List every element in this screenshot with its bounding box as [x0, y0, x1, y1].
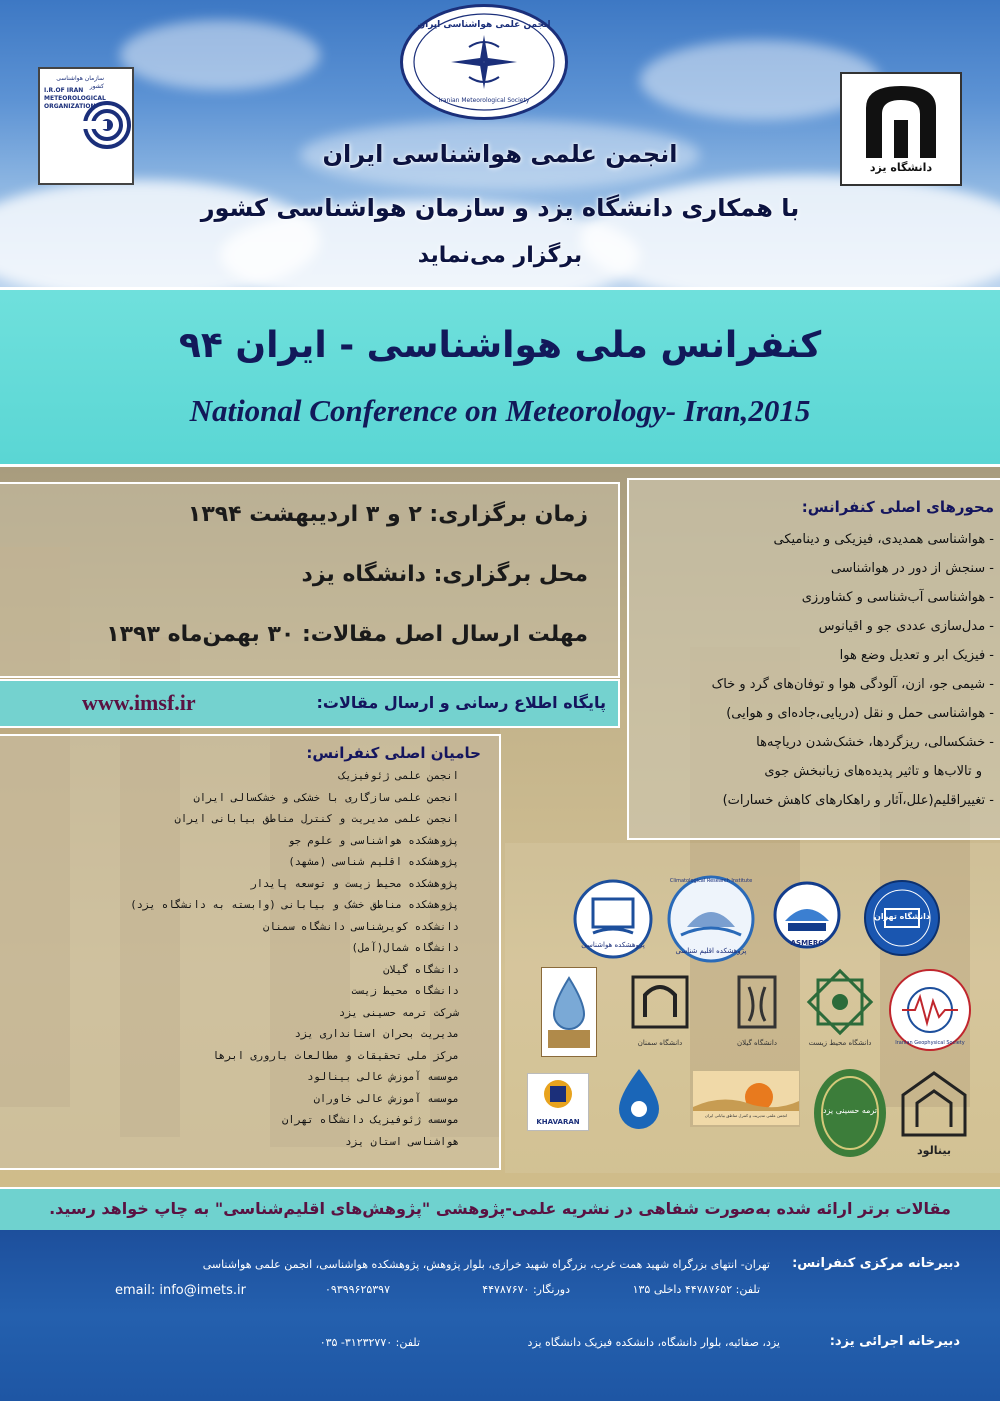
semnan-university-text: دانشگاه سمنان: [637, 1039, 683, 1047]
climatological-institute-logo: [665, 873, 757, 965]
water-drop-icon: [542, 968, 596, 1056]
sponsor-item: دانشکده کویرشناسی دانشگاه سمنان: [263, 921, 459, 933]
sponsor-item: پژوهشکده محیط زیست و توسعه پایدار: [250, 878, 459, 890]
header-line-3: برگزار می‌نماید: [417, 243, 583, 268]
topic-item: - هواشناسی همدیدی، فیزیکی و دینامیکی: [773, 532, 994, 547]
conference-title-band: [0, 287, 1000, 467]
website-band: [0, 679, 620, 728]
imo-logo-text-en: I.R.OF IRAN METEOROLOGICAL ORGANIZATION: [44, 87, 106, 110]
conference-title-fa: کنفرانس ملی هواشناسی - ایران ۹۴: [178, 325, 822, 366]
topic-item: - مدل‌سازی عددی جو و اقیانوس: [818, 619, 994, 634]
header-banner: [0, 0, 1000, 287]
gilan-university-logo: [719, 967, 795, 1051]
semnan-university-icon: [623, 967, 697, 1037]
climatological-institute-text-en: Climatological Research Institute: [669, 878, 753, 884]
sponsor-item: دانشگاه گیلان: [383, 964, 459, 976]
conference-venue: محل برگزاری: دانشگاه یزد: [301, 562, 588, 587]
topics-title: محورهای اصلی کنفرانس:: [801, 498, 994, 516]
website-label: پایگاه اطلاع رسانی و ارسال مقالات:: [316, 693, 606, 712]
ims-logo: [400, 4, 568, 120]
conference-title-en: National Conference on Meteorology- Iran,2015: [189, 393, 811, 428]
khavaran-icon: [528, 1074, 588, 1116]
ims-logo-text-en: Iranian Meteorological Society: [438, 97, 530, 104]
executive-secretariat-address: یزد، صفائیه، بلوار دانشگاه، دانشکده فیزیک دانشگاه یزد: [527, 1336, 780, 1349]
tehran-university-text: دانشگاه تهران: [874, 912, 930, 921]
sponsor-item: موسسه آموزش عالی بینالود: [307, 1071, 459, 1083]
sponsor-item: پژوهشکده مناطق خشک و بیابانی (وابسته به دانشگاه یزد): [130, 899, 459, 911]
topic-item: و تالاب‌ها و تاثیر پدیده‌های زیانبخش جوی: [764, 764, 982, 779]
khavaran-logo: [527, 1073, 589, 1131]
topic-item: - فیزیک ابر و تعدیل وضع هوا: [839, 648, 994, 663]
termeh-text: ترمه حسینی یزد: [822, 1106, 878, 1115]
sponsors-box: [0, 734, 501, 1170]
environment-university-icon: [805, 967, 875, 1037]
yazd-logo-text: دانشگاه یزد: [869, 161, 933, 174]
desert-society-logo: [693, 1071, 799, 1125]
central-phone: تلفن: ۴۴۷۸۷۶۵۲ داخلی ۱۳۵: [632, 1283, 760, 1296]
sponsor-item: هواشناسی استان یزد: [345, 1136, 459, 1148]
imo-logo-text-fa: سازمان هواشناسی کشور: [56, 75, 104, 90]
sponsor-item: موسسه آموزش عالی خاوران: [313, 1093, 459, 1105]
central-secretariat-label: دبیرخانه مرکزی کنفرانس:: [792, 1256, 960, 1271]
yazd-university-logo: [840, 72, 962, 186]
climatological-institute-text: پژوهشکده اقلیم شناسی: [675, 947, 747, 955]
environment-university-logo: [805, 967, 875, 1051]
asmerc-text: ASMERC: [790, 939, 824, 947]
termeh-logo: [811, 1065, 889, 1161]
sponsor-item: مدیریت بحران استانداری یزد: [294, 1028, 459, 1040]
publication-note-strip: [0, 1187, 1000, 1230]
binalood-icon: [897, 1067, 971, 1141]
central-fax: دورنگار: ۴۴۷۸۷۶۷۰: [482, 1283, 570, 1296]
geophysical-society-text: Iranian Geophysical Society: [895, 1040, 965, 1046]
asmerc-icon: [768, 879, 846, 959]
topic-item: - هواشناسی حمل و نقل (دریایی،جاده‌ای و هوایی): [726, 706, 994, 721]
binalood-logo: [897, 1067, 971, 1167]
sponsors-title: حامیان اصلی کنفرانس:: [306, 744, 481, 762]
semnan-university-logo: [623, 967, 697, 1051]
topic-item: - شیمی جو، ازن، آلودگی هوا و توفان‌های گرد و خاک: [711, 677, 994, 692]
irimo-research-text: پژوهشکده هواشناسی: [581, 941, 645, 949]
sponsor-item: پژوهشکده هواشناسی و علوم جو: [288, 835, 459, 847]
executive-secretariat-label: دبیرخانه اجرائی یزد:: [829, 1334, 960, 1349]
khavaran-text: KHAVARAN: [536, 1118, 580, 1126]
conference-info-box: [0, 482, 620, 678]
conference-topics-box: [627, 478, 1000, 840]
executive-phone: تلفن: ۳۱۲۳۲۷۷۰- ۰۳۵: [319, 1336, 420, 1349]
header-line-1: انجمن علمی هواشناسی ایران: [322, 140, 678, 168]
topic-item: - خشکسالی، ریزگردها، خشک‌شدن دریاچه‌ها: [756, 735, 994, 750]
sponsor-item: مرکز ملی تحقیقات و مطالعات باروری ابرها: [212, 1050, 459, 1062]
central-email[interactable]: email: info@imets.ir: [115, 1283, 246, 1298]
cloud-seeding-logo: [609, 1065, 669, 1153]
sponsor-item: دانشگاه محیط زیست: [351, 985, 459, 997]
gilan-university-icon: [719, 967, 795, 1037]
sponsor-item: انجمن علمی سازگاری با خشکی و خشکسالی ایران: [193, 792, 459, 804]
header-line-2: با همکاری دانشگاه یزد و سازمان هواشناسی کشور: [200, 194, 800, 222]
ims-logo-text-fa: انجمن علمی هواشناسی ایران: [417, 20, 551, 30]
desert-sun-icon: [693, 1071, 799, 1111]
sponsor-logos-grid: [505, 843, 1000, 1173]
drop-emblem-icon: [609, 1065, 669, 1135]
topic-item: - هواشناسی آب‌شناسی و کشاورزی: [801, 590, 994, 605]
submission-deadline: مهلت ارسال اصل مقالات: ۳۰ بهمن‌ماه ۱۳۹۳: [106, 622, 588, 647]
binalood-text: بینالود: [917, 1144, 951, 1157]
sponsor-item: دانشگاه شمال(آمل): [351, 942, 459, 954]
irimo-research-logo: [571, 877, 655, 961]
sponsor-item: انجمن علمی مدیریت و کنترل مناطق بیابانی ایران: [174, 813, 459, 825]
conference-date: زمان برگزاری: ۲ و ۳ اردیبهشت ۱۳۹۴: [187, 502, 588, 527]
sponsor-item: شرکت ترمه حسینی یزد: [338, 1007, 459, 1019]
footer-contacts: [0, 1230, 1000, 1401]
sponsor-item: موسسه ژئوفیزیک دانشگاه تهران: [281, 1114, 459, 1126]
droplet-logo: [541, 967, 597, 1057]
environment-university-text: دانشگاه محیط زیست: [808, 1039, 872, 1047]
asmerc-logo: [768, 879, 846, 959]
desert-society-text: انجمن علمی مدیریت و کنترل مناطق بیابانی ایران: [704, 1113, 788, 1118]
sponsor-item: پژوهشکده اقلیم شناسی (مشهد): [288, 856, 459, 868]
publication-note: مقالات برتر ارائه شده به‌صورت شفاهی در نشریه علمی-پژوهشی "پژوهش‌های اقلیم‌شناسی" به چاپ خواهد رسید.: [49, 1199, 951, 1218]
geophysical-society-logo: [887, 967, 973, 1053]
central-secretariat-address: تهران- انتهای بزرگراه شهید همت غرب، بزرگراه شهید خرازی، بلوار پژوهش، پژوهشکده هواشناسی، انجمن علمی هواشناسی: [202, 1258, 770, 1271]
website-link[interactable]: www.imsf.ir: [82, 690, 196, 715]
topic-item: - سنجش از دور در هواشناسی: [830, 561, 994, 576]
tehran-university-logo: [863, 879, 941, 957]
sponsor-item: انجمن علمی ژئوفیزیک: [338, 770, 459, 782]
central-mobile: ۰۹۳۹۹۶۲۵۳۹۷: [325, 1283, 390, 1296]
gilan-university-text: دانشگاه گیلان: [737, 1039, 777, 1047]
topic-item: - تغییراقلیم(علل،آثار و راهکارهای کاهش خسارات): [722, 793, 994, 808]
